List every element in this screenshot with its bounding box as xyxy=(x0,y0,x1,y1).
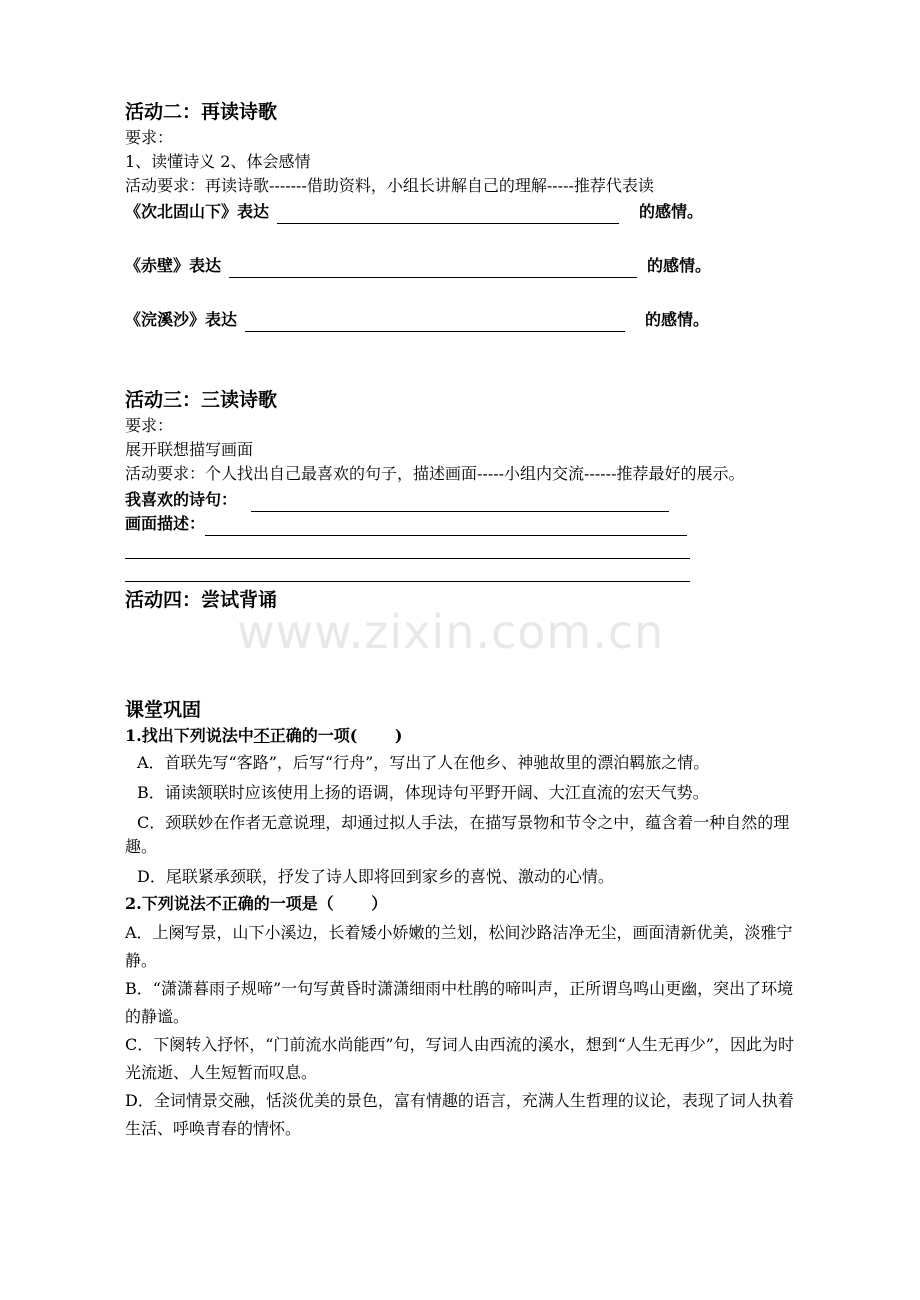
desc-line[interactable] xyxy=(125,536,690,559)
fill-row-1 xyxy=(125,200,800,224)
act3-req-items: 展开联想描写画面 xyxy=(125,440,254,459)
fill-prefix: 《浣溪沙》表达 xyxy=(125,310,238,329)
act2-procedure: 活动要求：再读诗歌-------借助资料，小组长讲解自己的理解-----推荐代表读 xyxy=(125,176,654,195)
q1-option-d: D．尾联紧承颈联，抒发了诗人即将回到家乡的喜悦、激动的心情。 xyxy=(137,867,614,886)
q1-stem-under: 不 xyxy=(253,726,270,745)
desc-row xyxy=(125,512,800,536)
act2-req-label: 要求： xyxy=(125,128,174,147)
q2-stem: 2.下列说法不正确的一项是（ ） xyxy=(125,894,388,913)
act4-title: 活动四：尝试背诵 xyxy=(125,589,278,611)
q1-stem-post: 正确的一项( ) xyxy=(269,726,403,745)
fill-prefix: 《赤壁》表达 xyxy=(125,256,222,275)
fav-blank[interactable] xyxy=(251,493,669,512)
act3-procedure: 活动要求：个人找出自己最喜欢的句子，描述画面-----小组内交流------推荐最好的展示。 xyxy=(125,464,745,483)
fill-blank[interactable] xyxy=(245,313,625,332)
q1-option-c: C．颈联妙在作者无意说理，却通过拟人手法，在描写景物和节令之中，蕴含着一种自然的理趣。 xyxy=(125,813,790,856)
watermark: www.zixin.com.cn xyxy=(237,605,665,659)
q1-option-a: A．首联先写“客路”，后写“行舟”，写出了人在他乡、神驰故里的漂泊羁旅之情。 xyxy=(137,753,710,772)
fill-row-3 xyxy=(125,308,800,332)
q1-stem-pre: 1.找出下列说法中 xyxy=(125,726,254,745)
desc-line[interactable] xyxy=(125,559,690,582)
fill-prefix: 《次北固山下》表达 xyxy=(125,202,270,221)
act3-title: 活动三：三读诗歌 xyxy=(125,389,278,411)
fill-suffix: 的感情。 xyxy=(639,202,704,221)
q2-option-d: D．全词情景交融，恬淡优美的景色，富有情趣的语言，充满人生哲理的议论，表现了词人执着生活、呼唤青春的情怀。 xyxy=(125,1091,794,1138)
q2-option-c: C．下阕转入抒怀，“门前流水尚能西”句，写词人由西流的溪水，想到“人生无再少”，因此为时光流逝、人生短暂而叹息。 xyxy=(125,1035,794,1082)
fill-suffix: 的感情。 xyxy=(645,310,710,329)
fav-row xyxy=(125,488,800,512)
worksheet xyxy=(125,98,800,1143)
act2-title: 活动二：再读诗歌 xyxy=(125,101,278,123)
q2-option-b: B．“潇潇暮雨子规啼”一句写黄昏时潇潇细雨中杜鹃的啼叫声，正所谓鸟鸣山更幽，突出了环境的静谧。 xyxy=(125,979,794,1026)
fill-blank[interactable] xyxy=(229,259,637,278)
practice-title: 课堂巩固 xyxy=(125,699,202,721)
fill-blank[interactable] xyxy=(277,205,619,224)
fill-suffix: 的感情。 xyxy=(647,256,712,275)
fill-row-2 xyxy=(125,254,800,278)
act2-req-items: 1、读懂诗义 2、体会感情 xyxy=(125,152,311,171)
q2-option-a: A．上阕写景，山下小溪边，长着矮小娇嫩的兰划，松间沙路洁净无尘，画面清新优美，淡雅宁静。 xyxy=(125,923,793,970)
q1-option-b: B．诵读颔联时应该使用上扬的语调，体现诗句平野开阔、大江直流的宏天气势。 xyxy=(137,783,709,802)
desc-label: 画面描述： xyxy=(125,514,206,533)
desc-blank[interactable] xyxy=(205,517,687,536)
act3-req-label: 要求： xyxy=(125,416,174,435)
fav-label: 我喜欢的诗句： xyxy=(125,490,238,509)
q1-stem xyxy=(125,724,800,748)
